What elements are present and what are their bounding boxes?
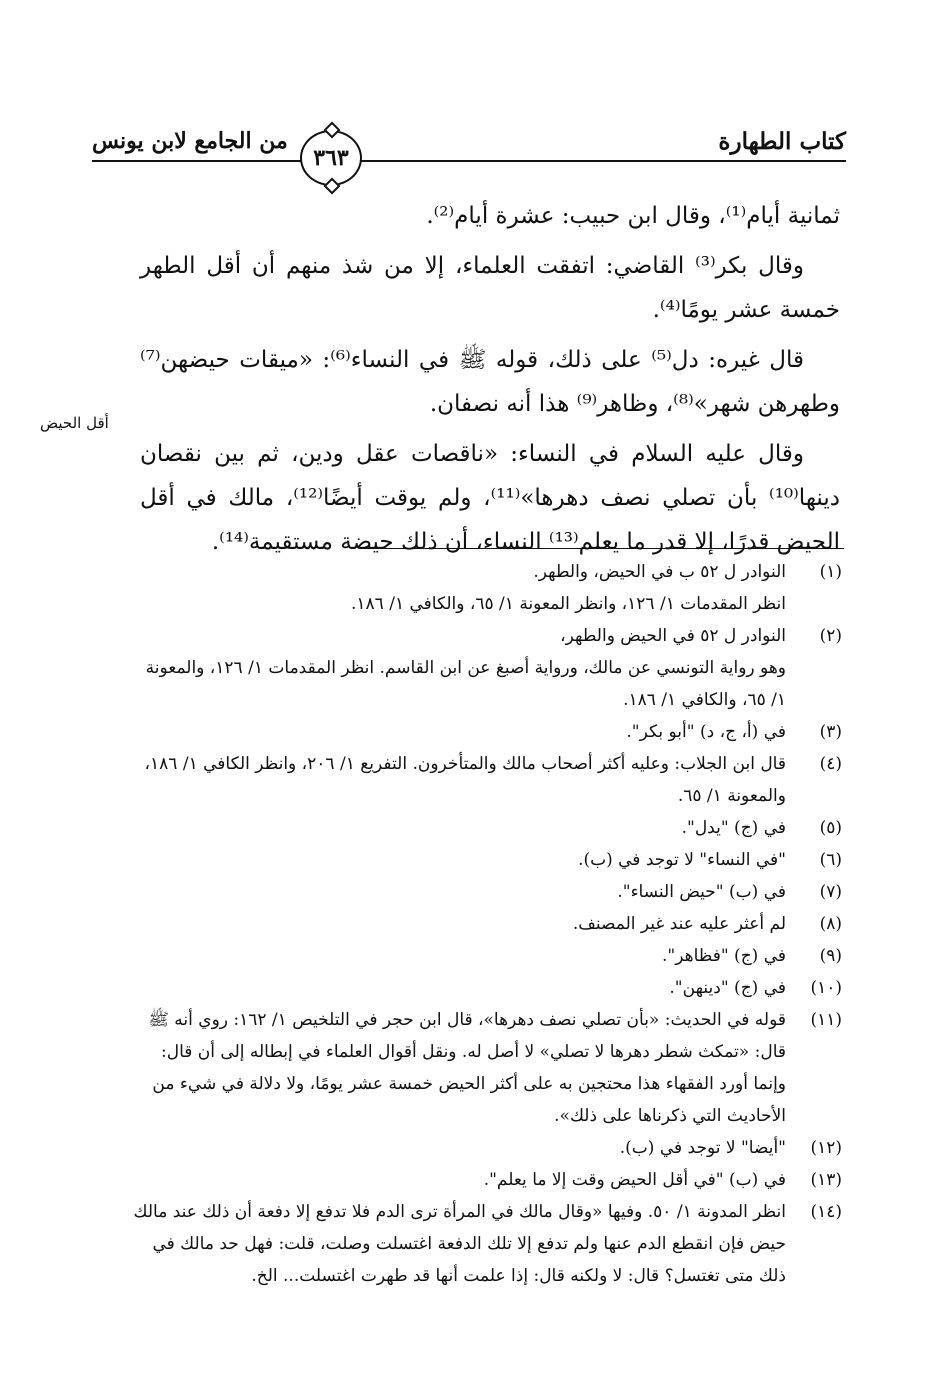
footnote-number: (٦)	[819, 850, 842, 870]
footnote-text: "في النساء" لا توجد في (ب).	[578, 850, 786, 870]
footnote	[130, 620, 842, 716]
footnote	[130, 908, 842, 940]
footnote	[130, 556, 842, 620]
footnote-number: (٨)	[819, 914, 842, 934]
footnote-text: وهو رواية التونسي عن مالك، ورواية أصبغ عن ابن القاسم. انظر المقدمات ١/ ١٢٦، والمعونة ١/ ٦٥، والكافي ١/ ١٨٦.	[145, 658, 786, 710]
footnote	[130, 1164, 842, 1196]
footnote-number: (٢)	[819, 626, 842, 646]
footnote	[130, 1132, 842, 1164]
footnotes	[130, 556, 842, 1292]
footnote	[130, 716, 842, 748]
footnote-number: (١١)	[810, 1010, 842, 1030]
footnote-separator	[360, 548, 844, 549]
header-source-title: من الجامع لابن يونس	[92, 128, 288, 154]
footnote-text: في (ج) "فظاهر".	[662, 946, 786, 966]
footnote-number: (١٣)	[810, 1170, 842, 1190]
footnote-text: النوادر ل ٥٢ ب في الحيض، والطهر.	[533, 562, 786, 582]
footnote-number: (٣)	[819, 722, 842, 742]
header-rule	[92, 160, 846, 162]
footnote	[130, 940, 842, 972]
footnote-text: في (ب) "في أقل الحيض وقت إلا ما يعلم".	[483, 1170, 786, 1190]
footnote	[130, 748, 842, 812]
footnote	[130, 876, 842, 908]
footnote	[130, 812, 842, 844]
footnote-text: لم أعثر عليه عند غير المصنف.	[572, 914, 786, 934]
footnote-number: (١٤)	[810, 1202, 842, 1222]
paragraph: قال غيره: دل⁽⁵⁾ على ذلك، قوله ﷺ في النساء⁽⁶⁾: «ميقات حيضهن⁽⁷⁾ وطهرهن شهر»⁽⁸⁾، وظاهر⁽⁹⁾ هذا أنه نصفان.	[140, 347, 840, 417]
paragraph: ثمانية أيام⁽¹⁾، وقال ابن حبيب: عشرة أيام⁽²⁾.	[426, 203, 840, 229]
footnote-text: في (ب) "حيض النساء".	[617, 882, 786, 902]
footnote-number: (٤)	[819, 754, 842, 774]
footnote-text: انظر المقدمات ١/ ١٢٦، وانظر المعونة ١/ ٦٥، والكافي ١/ ١٨٦.	[351, 594, 786, 614]
footnote	[130, 972, 842, 1004]
margin-note: أقل الحيض	[40, 414, 109, 432]
footnote-text: النوادر ل ٥٢ في الحيض والطهر،	[560, 626, 786, 646]
footnote-number: (٧)	[819, 882, 842, 902]
footnote	[130, 844, 842, 876]
footnote-number: (١)	[819, 562, 842, 582]
header-book-title: كتاب الطهارة	[718, 128, 846, 155]
footnote-number: (٩)	[819, 946, 842, 966]
footnote-text: انظر المدونة ١/ ٥٠. وفيها «وقال مالك في المرأة ترى الدم فلا تدفع إلا دفعة أن ذلك عند مالك حيض فإن انقطع الدم عنها ولم تدفع إلا تلك الدفعة اغتسلت وصلت، قلت: فهل حد مالك في ذلك متى تغتسل؟ قال: لا ولكنه قال: إذا علمت أنها قد طهرت اغتسلت... الخ.	[133, 1202, 786, 1286]
footnote-text: في (ج) "يدل".	[681, 818, 786, 838]
page-number: ٣٦٣	[300, 130, 362, 186]
footnote-number: (١٢)	[810, 1138, 842, 1158]
footnote-number: (١٠)	[810, 978, 842, 998]
footnote-number: (٥)	[819, 818, 842, 838]
footnote	[130, 1196, 842, 1292]
footnote-text: في (ج) "دينهن".	[669, 978, 786, 998]
footnote	[130, 1004, 842, 1132]
footnote-text: "أيضا" لا توجد في (ب).	[619, 1138, 786, 1158]
paragraph: وقال بكر⁽³⁾ القاضي: اتفقت العلماء، إلا من شذ منهم أن أقل الطهر خمسة عشر يومًا⁽⁴⁾.	[140, 253, 840, 323]
footnote-text: في (أ، ج، د) "أبو بكر".	[626, 722, 786, 742]
main-text	[140, 194, 840, 570]
paragraph: وقال عليه السلام في النساء: «ناقصات عقل ودين، ثم بين نقصان دينها⁽¹⁰⁾ بأن تصلي نصف دهرها»⁽¹¹⁾، ولم يوقت أيضًا⁽¹²⁾، مالك في أقل الحيض قدرًا، إلا قدر ما يعلم⁽¹³⁾ النساء، أن ذلك حيضة مستقيمة⁽¹⁴⁾.	[140, 441, 840, 555]
footnote-text: قال ابن الجلاب: وعليه أكثر أصحاب مالك والمتأخرون. التفريع ١/ ٢٠٦، وانظر الكافي ١/ ١٨٦، والمعونة ١/ ٦٥.	[144, 754, 786, 806]
footnote-text: قوله في الحديث: «بأن تصلي نصف دهرها»، قال ابن حجر في التلخيص ١/ ١٦٢: روي أنه ﷺ قال: «تمكث شطر دهرها لا تصلي» لا أصل له. ونقل أقوال العلماء في إبطاله إلى أن قال: وإنما أورد الفقهاء هذا محتجين به على أكثر الحيض خمسة عشر يومًا، ولا دلالة في شيء من الأحاديث التي ذكرناها على ذلك».	[148, 1010, 786, 1126]
